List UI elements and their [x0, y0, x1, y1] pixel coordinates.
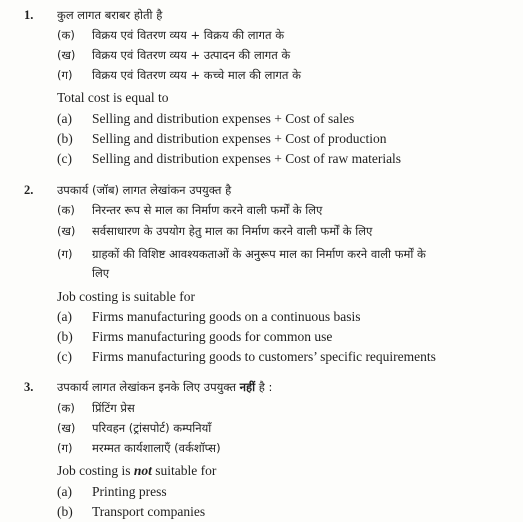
stem-part: है :	[255, 380, 273, 394]
option-text-hindi: विक्रय एवं वितरण व्यय + कच्चे माल की लागत के	[92, 68, 301, 82]
option-label: (ग)	[57, 247, 73, 261]
option-text-hindi: ग्राहकों की विशिष्ट आवश्यकताओं के अनुरूप माल का निर्माण करने वाली फर्मों के	[92, 247, 426, 261]
option-text-english: Firms manufacturing goods to customers’ specific requirements	[92, 349, 436, 364]
option-label: (b)	[57, 131, 73, 146]
option-label: (ग)	[57, 68, 73, 82]
option-label: (क)	[57, 401, 75, 415]
question-stem-hindi	[57, 380, 272, 395]
option-label: (ग)	[57, 441, 73, 455]
option-text-hindi: मरम्मत कार्यशालाएँ (वर्कशॉप्स)	[92, 441, 221, 455]
option-label: (ख)	[57, 48, 76, 62]
option-label: (a)	[57, 309, 72, 324]
option-label: (क)	[57, 203, 75, 217]
question-stem-english	[57, 463, 216, 478]
option-text-hindi: सर्वसाधारण के उपयोग हेतु माल का निर्माण करने वाली फर्मों के लिए	[92, 224, 373, 238]
option-text-english: Printing press	[92, 484, 167, 499]
option-label: (b)	[57, 329, 73, 344]
question-stem-english: Total cost is equal to	[57, 90, 169, 105]
option-text-english: Transport companies	[92, 504, 206, 519]
option-label: (ख)	[57, 421, 76, 435]
question-stem-hindi: उपकार्य (जॉब) लागत लेखांकन उपयुक्त है	[57, 183, 232, 197]
option-text-english: Selling and distribution expenses + Cost of raw materials	[92, 151, 402, 166]
option-label: (b)	[57, 504, 73, 519]
stem-emphasis: नहीं	[239, 380, 256, 394]
option-label: (a)	[57, 484, 72, 499]
question-stem-english: Job costing is suitable for	[57, 289, 195, 304]
option-label: (ख)	[57, 224, 76, 238]
option-text-hindi: विक्रय एवं वितरण व्यय + उत्पादन की लागत के	[92, 48, 291, 62]
stem-part: Job costing is	[57, 463, 134, 478]
question-stem-hindi: कुल लागत बराबर होती है	[57, 8, 163, 22]
option-text-hindi: विक्रय एवं वितरण व्यय + विक्रय की लागत के	[92, 28, 285, 42]
option-text-english: Selling and distribution expenses + Cost of production	[92, 131, 387, 146]
option-text-hindi: प्रिंटिंग प्रेस	[92, 401, 135, 415]
option-text-hindi: परिवहन (ट्रांसपोर्ट) कम्पनियाँ	[92, 421, 212, 435]
stem-emphasis: not	[133, 463, 152, 478]
question-number: 1.	[24, 8, 34, 22]
option-text-english: Selling and distribution expenses + Cost of sales	[92, 111, 355, 126]
option-text-hindi-continued: लिए	[92, 266, 110, 280]
option-text-english: Firms manufacturing goods on a continuous basis	[92, 309, 361, 324]
stem-part: suitable for	[151, 463, 217, 478]
option-text-english: Firms manufacturing goods for common use	[92, 329, 333, 344]
question-number: 2.	[24, 183, 34, 197]
question-number: 3.	[24, 380, 34, 394]
option-label: (c)	[57, 151, 72, 166]
option-label: (c)	[57, 349, 72, 364]
stem-part: उपकार्य लागत लेखांकन इनके लिए उपयुक्त	[57, 380, 240, 394]
option-text-hindi: निरन्तर रूप से माल का निर्माण करने वाली फर्मों के लिए	[92, 203, 323, 217]
option-label: (क)	[57, 28, 75, 42]
option-label: (a)	[57, 111, 72, 126]
